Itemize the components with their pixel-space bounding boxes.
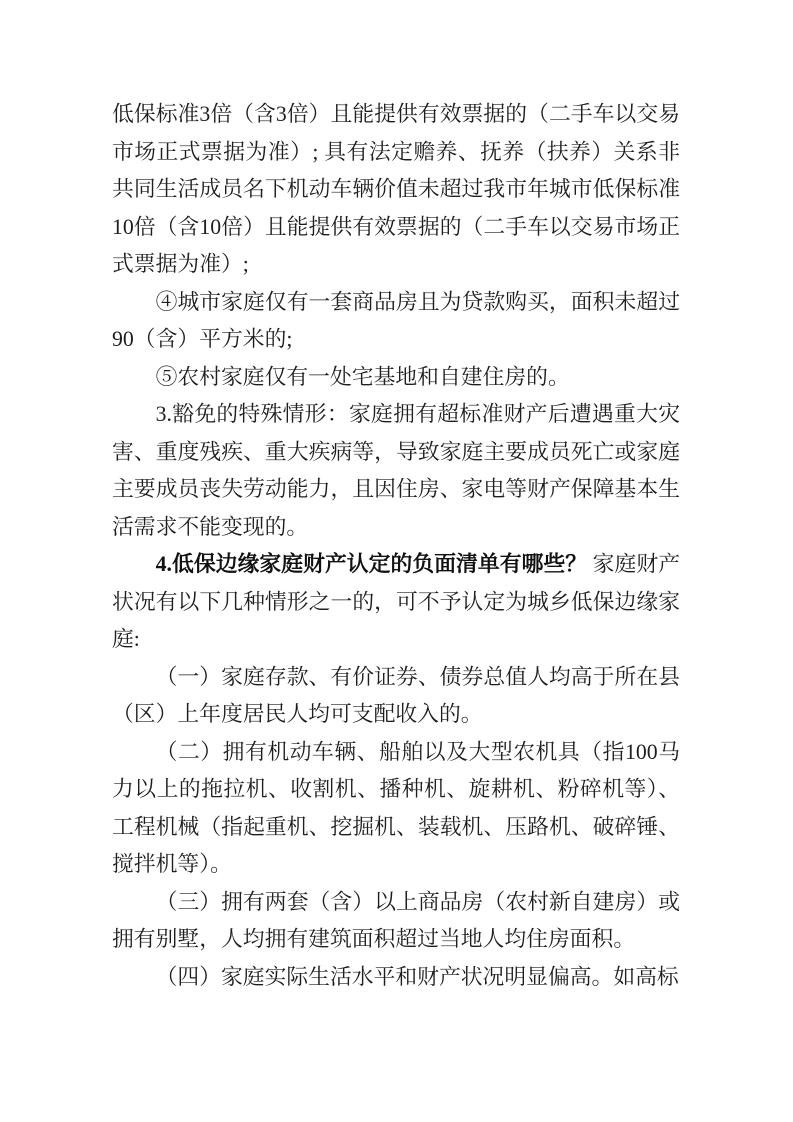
paragraph-continuation-vehicle-rules: 低保标准3倍（含3倍）且能提供有效票据的（二手车以交易市场正式票据为准）; 具有法定赡养、抚养（扶养）关系非共同生活成员名下机动车辆价值未超过我市年城市低保标准10倍（含10倍）且能提供有效票据的（二手车以交易市场正式票据为准）; xyxy=(112,102,680,276)
paragraph-3-exemption-special-cases: 3.豁免的特殊情形：家庭拥有超标准财产后遭遇重大灾害、重度残疾、重大疾病等，导致家庭主要成员死亡或家庭主要成员丧失劳动能力，且因住房、家电等财产保障基本生活需求不能变现的。 xyxy=(112,402,680,539)
paragraph-4-negative-list-heading xyxy=(112,546,680,659)
paragraph-list-item-2-vehicles-machinery: （二）拥有机动车辆、船舶以及大型农机具（指100马力以上的拖拉机、收割机、播种机、旋耕机、粉碎机等）、工程机械（指起重机、挖掘机、装载机、压路机、破碎锤、搅拌机等）。 xyxy=(112,739,680,876)
paragraph-list-item-1-deposits: （一）家庭存款、有价证券、债券总值人均高于所在县（区）上年度居民人均可支配收入的。 xyxy=(112,664,680,726)
heading-answer-intro: 家庭财产状况有以下几种情形之一的，可不予认定为城乡低保边缘家庭: xyxy=(112,552,680,651)
document-text-block xyxy=(112,96,680,996)
heading-bold-question: 4.低保边缘家庭财产认定的负面清单有哪些？ xyxy=(155,552,588,576)
paragraph-list-item-4-living-standard: （四）家庭实际生活水平和财产状况明显偏高。如高标 xyxy=(155,964,679,989)
paragraph-list-item-3-housing: （三）拥有两套（含）以上商品房（农村新自建房）或拥有别墅，人均拥有建筑面积超过当地人均住房面积。 xyxy=(112,889,680,951)
paragraph-item-4-city-apartment: ④城市家庭仅有一套商品房且为贷款购买，面积未超过90（含）平方米的; xyxy=(112,289,680,351)
paragraph-item-5-rural-homestead: ⑤农村家庭仅有一处宅基地和自建住房的。 xyxy=(155,364,570,389)
